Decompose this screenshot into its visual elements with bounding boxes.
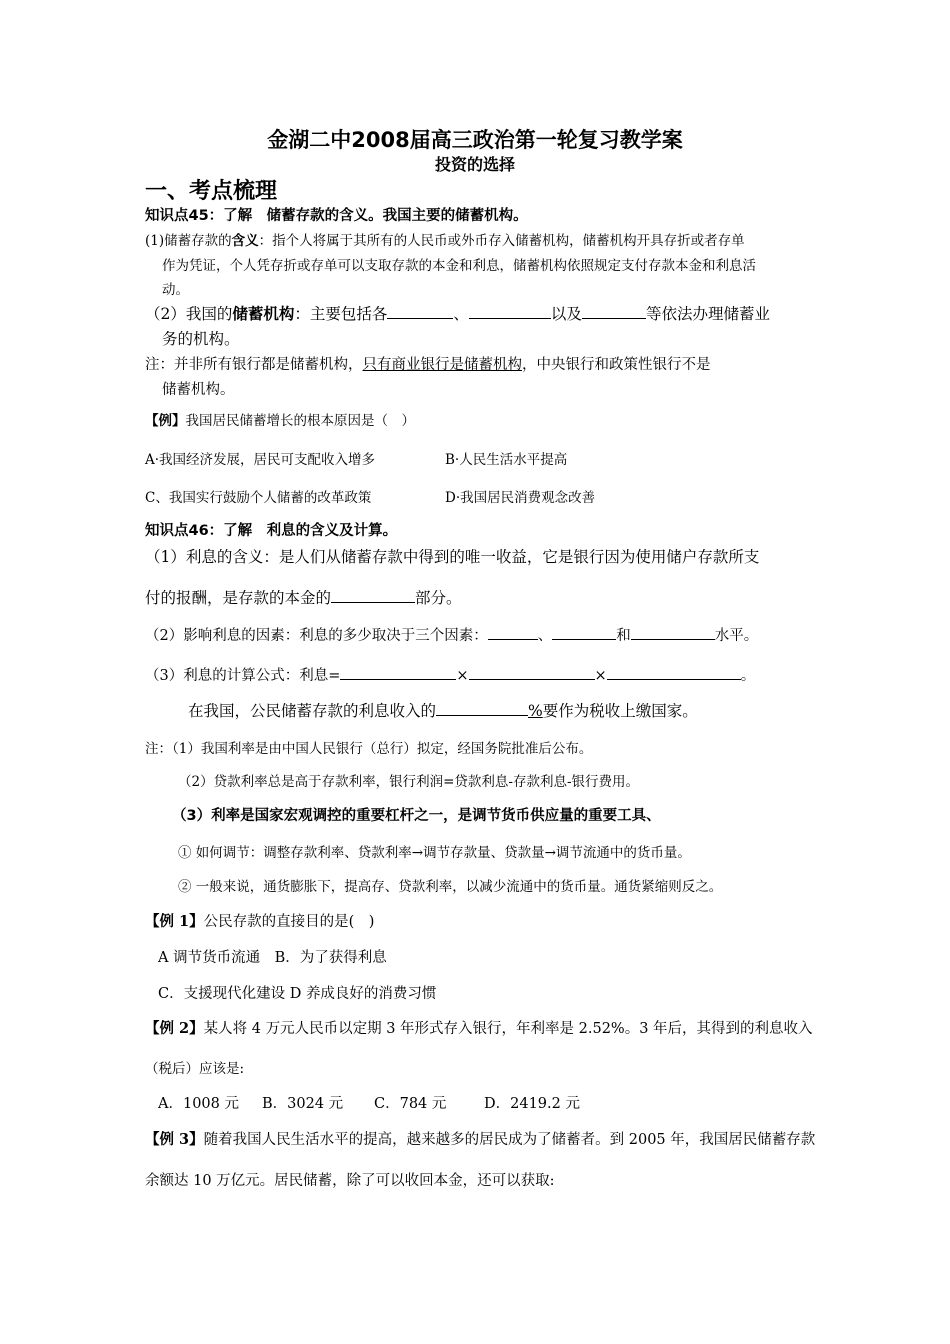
example-2-line2: （税后）应该是: [145,1061,245,1077]
kp45-p2-bold: 储蓄机构 [232,304,295,323]
kp45-p2-c: 以及 [550,305,582,323]
blank-line [331,587,415,604]
kp45-p2-a: ：主要包括各 [294,305,388,323]
example-label: 【例】 [145,413,186,429]
example-1 [145,910,374,931]
blank-line [552,625,616,641]
example-2-option-b: B．3024 元 [262,1096,344,1112]
example-2-label: 【例 2】 [145,1020,204,1037]
kp46-note-3: （3）利率是国家宏观调控的重要杠杆之一，是调节货币供应量的重要工具、 [172,808,661,824]
kp46-p2-a: （2）影响利息的因素：利息的多少取决于三个因素： [145,628,488,644]
example-2-line1 [145,1017,813,1038]
example-3-question: 随着我国人民生活水平的提高，越来越多的居民成为了储蓄者。到 2005 年，我国居民储蓄存款 [203,1132,816,1148]
kp45-p1-line3: 动。 [162,282,189,298]
example-2-question: 某人将 4 万元人民币以定期 3 年形式存入银行，年利率是 2.52%。3 年后，其得到的利息收入 [203,1021,813,1037]
blank-line [631,625,715,641]
kp45-p1-text: ：指个人将属于其所有的人民币或外币存入储蓄机构，储蓄机构开具存折或者存单 [258,233,745,249]
blank-line [582,303,646,320]
kp45-p2-prefix: （2）我国的 [145,305,233,323]
blank-line [436,700,528,717]
kp46-p1-line2 [145,586,462,608]
kp45-option-d: D·我国居民消费观念改善 [445,490,596,506]
example-1-options-ab: A 调节货币流通 B．为了获得利息 [158,950,387,966]
example-2-option-a: A．1008 元 [158,1096,239,1112]
kp46-tax [188,699,698,721]
kp46-p2-d: 水平。 [714,628,759,644]
kp45-p2-line1 [145,302,770,324]
kp45-p2-d: 等依法办理储蓄业 [645,305,770,323]
example-1-question: 公民存款的直接目的是( ) [203,914,375,930]
kp45-note-underlined: 只有商业银行是储蓄机构 [362,357,522,373]
kp45-note-b: ，中央银行和政策性银行不是 [522,357,711,373]
kp46-p3 [145,664,755,685]
kp46-tax-percent: % [528,702,543,720]
example-1-options-cd: C．支援现代化建设 D 养成良好的消费习惯 [158,986,437,1002]
kp46-p3-end: 。 [740,668,756,684]
kp46-p2 [145,624,758,645]
kp46-heading: 知识点46：了解 利息的含义及计算。 [145,523,398,539]
kp45-p1-bold: 含义 [231,233,259,249]
kp46-p2-b: 、 [537,628,553,644]
blank-line [387,303,453,320]
kp45-p1-line2: 作为凭证，个人凭存折或存单可以支取存款的本金和利息，储蓄机构依照规定支付存款本金和利息活 [162,258,756,274]
document-subtitle: 投资的选择 [434,155,515,174]
example-2-option-d: D．2419.2 元 [484,1096,580,1112]
kp45-note-a: 注：并非所有银行都是储蓄机构， [145,357,363,373]
kp45-option-a: A·我国经济发展，居民可支配收入增多 [145,452,376,468]
kp45-note-line1 [145,353,711,374]
kp45-p2-line2: 务的机构。 [162,330,240,348]
kp45-option-b: B·人民生活水平提高 [445,452,568,468]
example-3-line2: 余额达 10 万亿元。居民储蓄，除了可以收回本金，还可以获取: [145,1173,555,1189]
kp46-tax-b: 要作为税收上缴国家。 [542,702,698,720]
document-title: 金湖二中2008届高三政治第一轮复习教学案 [267,128,683,152]
example-question: 我国居民储蓄增长的根本原因是（ ） [185,413,415,429]
kp46-p1-b: 部分。 [415,589,462,607]
blank-line [469,665,595,681]
kp46-tax-a: 在我国，公民储蓄存款的利息收入的 [188,702,437,720]
blank-line [340,665,456,681]
section-heading: 一、考点梳理 [145,179,278,204]
kp45-option-c: C、我国实行鼓励个人储蓄的改革政策 [145,490,372,506]
kp45-p1-line1 [145,229,745,249]
kp46-note-3-2: ② 一般来说，通货膨胀下，提高存、贷款利率，以减少流通中的货币量。通货紧缩则反之。 [178,879,723,895]
kp45-note-line2: 储蓄机构。 [162,382,235,398]
blank-line [469,303,551,320]
kp46-p3-a: （3）利息的计算公式：利息= [145,668,341,684]
example-1-label: 【例 1】 [145,913,204,930]
kp45-p2-b: 、 [453,305,469,323]
kp45-example [145,409,415,429]
kp46-note-2: （2）贷款利率总是高于存款利率，银行利润=贷款利息-存款利息-银行费用。 [178,774,640,790]
blank-line [488,625,538,641]
kp45-heading: 知识点45：了解 储蓄存款的含义。我国主要的储蓄机构。 [145,208,528,224]
kp46-note-1: 注：（1）我国利率是由中国人民银行（总行）拟定，经国务院批准后公布。 [145,741,593,757]
example-3-label: 【例 3】 [145,1131,204,1148]
kp46-p3-times-1: × [456,668,469,684]
kp46-p3-times-2: × [594,668,607,684]
kp46-p1-line1: （1）利息的含义：是人们从储蓄存款中得到的唯一收益，它是银行因为使用储户存款所支 [145,548,760,566]
blank-line [607,665,741,681]
example-3-line1 [145,1128,815,1149]
example-2-option-c: C．784 元 [374,1096,447,1112]
kp46-p1-a: 付的报酬，是存款的本金的 [145,589,332,607]
kp46-p2-c: 和 [616,628,631,644]
kp45-p1-prefix: (1)储蓄存款的 [145,233,232,249]
kp46-note-3-1: ① 如何调节：调整存款利率、贷款利率→调节存款量、贷款量→调节流通中的货币量。 [178,845,691,861]
